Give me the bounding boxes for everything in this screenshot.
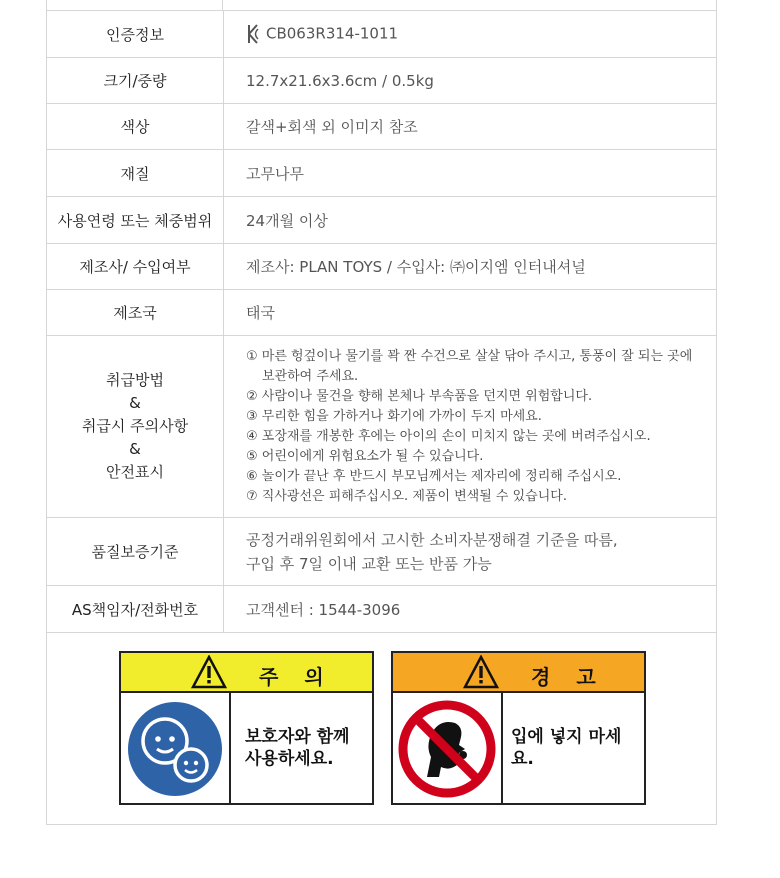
table-row <box>47 104 717 150</box>
care-item: ⑦ 직사광선은 피해주십시오. 제품이 변색될 수 있습니다. <box>246 488 567 504</box>
table-row <box>47 197 717 244</box>
warning-pictogram <box>393 693 503 803</box>
table-row-as <box>47 586 717 633</box>
care-label <box>47 336 224 518</box>
care-value <box>224 336 717 518</box>
quality-line: 공정거래위원회에서 고시한 소비자분쟁해결 기준을 따름, <box>246 530 618 549</box>
care-label-line: & <box>129 394 141 412</box>
warning-body <box>393 693 644 803</box>
caution-line: 사용하세요. <box>245 749 334 769</box>
care-label-line: 취급시 주의사항 <box>81 417 189 435</box>
care-item: ⑤ 어린이에게 위험요소가 될 수 있습니다. <box>246 448 484 464</box>
table-row <box>47 11 717 58</box>
table-row <box>47 150 717 197</box>
row-label: 재질 <box>47 150 224 197</box>
row-label: 색상 <box>47 104 224 150</box>
row-value: 고객센터 : 1544-3096 <box>224 586 717 633</box>
row-value: 24개월 이상 <box>224 197 717 244</box>
caution-pictogram <box>121 693 231 803</box>
table-row <box>47 290 717 336</box>
row-value <box>224 11 717 58</box>
row-label: 제조국 <box>47 290 224 336</box>
top-cap <box>46 0 717 10</box>
table-row-care <box>47 336 717 518</box>
care-item: ① 마른 헝겊이나 물기를 꽉 짠 수건으로 살살 닦아 주시고, 통풍이 잘 되는 곳에 보관하여 주세요. <box>246 348 693 384</box>
caution-title: 주의 <box>259 665 350 689</box>
care-item: ④ 포장재를 개봉한 후에는 아이의 손이 미치지 않는 곳에 버려주십시오. <box>246 428 651 444</box>
table-row <box>47 244 717 290</box>
caution-header <box>121 653 372 693</box>
warning-title: 경고 <box>531 665 622 689</box>
warning-line: 입에 넣지 마세요. <box>511 727 622 769</box>
row-label: AS책임자/전화번호 <box>47 586 224 633</box>
product-spec-table <box>46 10 717 633</box>
care-list <box>246 347 702 507</box>
row-value: 태국 <box>224 290 717 336</box>
warning-triangle-icon <box>191 655 227 689</box>
kc-mark-icon <box>246 23 260 45</box>
row-label: 품질보증기준 <box>47 518 224 586</box>
warning-triangle-icon <box>463 655 499 689</box>
row-label: 제조사/ 수입여부 <box>47 244 224 290</box>
caution-line: 보호자와 함께 <box>245 727 350 747</box>
row-label: 사용연령 또는 체중범위 <box>47 197 224 244</box>
caution-panel <box>119 651 374 805</box>
caution-body <box>121 693 372 803</box>
parent-with-child-icon <box>121 693 227 803</box>
cert-number: CB063R314-1011 <box>266 24 399 43</box>
caution-text <box>245 693 349 803</box>
warning-header <box>393 653 644 693</box>
row-label: 인증정보 <box>47 11 224 58</box>
quality-value <box>224 518 717 586</box>
row-value: 고무나무 <box>224 150 717 197</box>
quality-line: 구입 후 7일 이내 교환 또는 반품 가능 <box>246 554 492 573</box>
warning-panel <box>391 651 646 805</box>
care-item: ② 사람이나 물건을 향해 본체나 부속품을 던지면 위험합니다. <box>246 388 593 404</box>
warning-text <box>511 693 644 803</box>
care-label-line: 취급방법 <box>106 371 164 389</box>
table-row-quality <box>47 518 717 586</box>
table-row <box>47 58 717 104</box>
no-mouth-icon <box>393 693 499 803</box>
row-value: 12.7x21.6x3.6cm / 0.5kg <box>224 58 717 104</box>
care-label-line: & <box>129 440 141 458</box>
row-value: 제조사: PLAN TOYS / 수입사: ㈜이지엠 인터내셔널 <box>224 244 717 290</box>
care-label-line: 안전표시 <box>106 463 164 481</box>
care-item: ③ 무리한 힘을 가하거나 화기에 가까이 두지 마세요. <box>246 408 542 424</box>
row-value: 갈색+회색 외 이미지 참조 <box>224 104 717 150</box>
row-label: 크기/중량 <box>47 58 224 104</box>
care-item: ⑥ 놀이가 끝난 후 반드시 부모님께서는 제자리에 정리해 주십시오. <box>246 468 622 484</box>
